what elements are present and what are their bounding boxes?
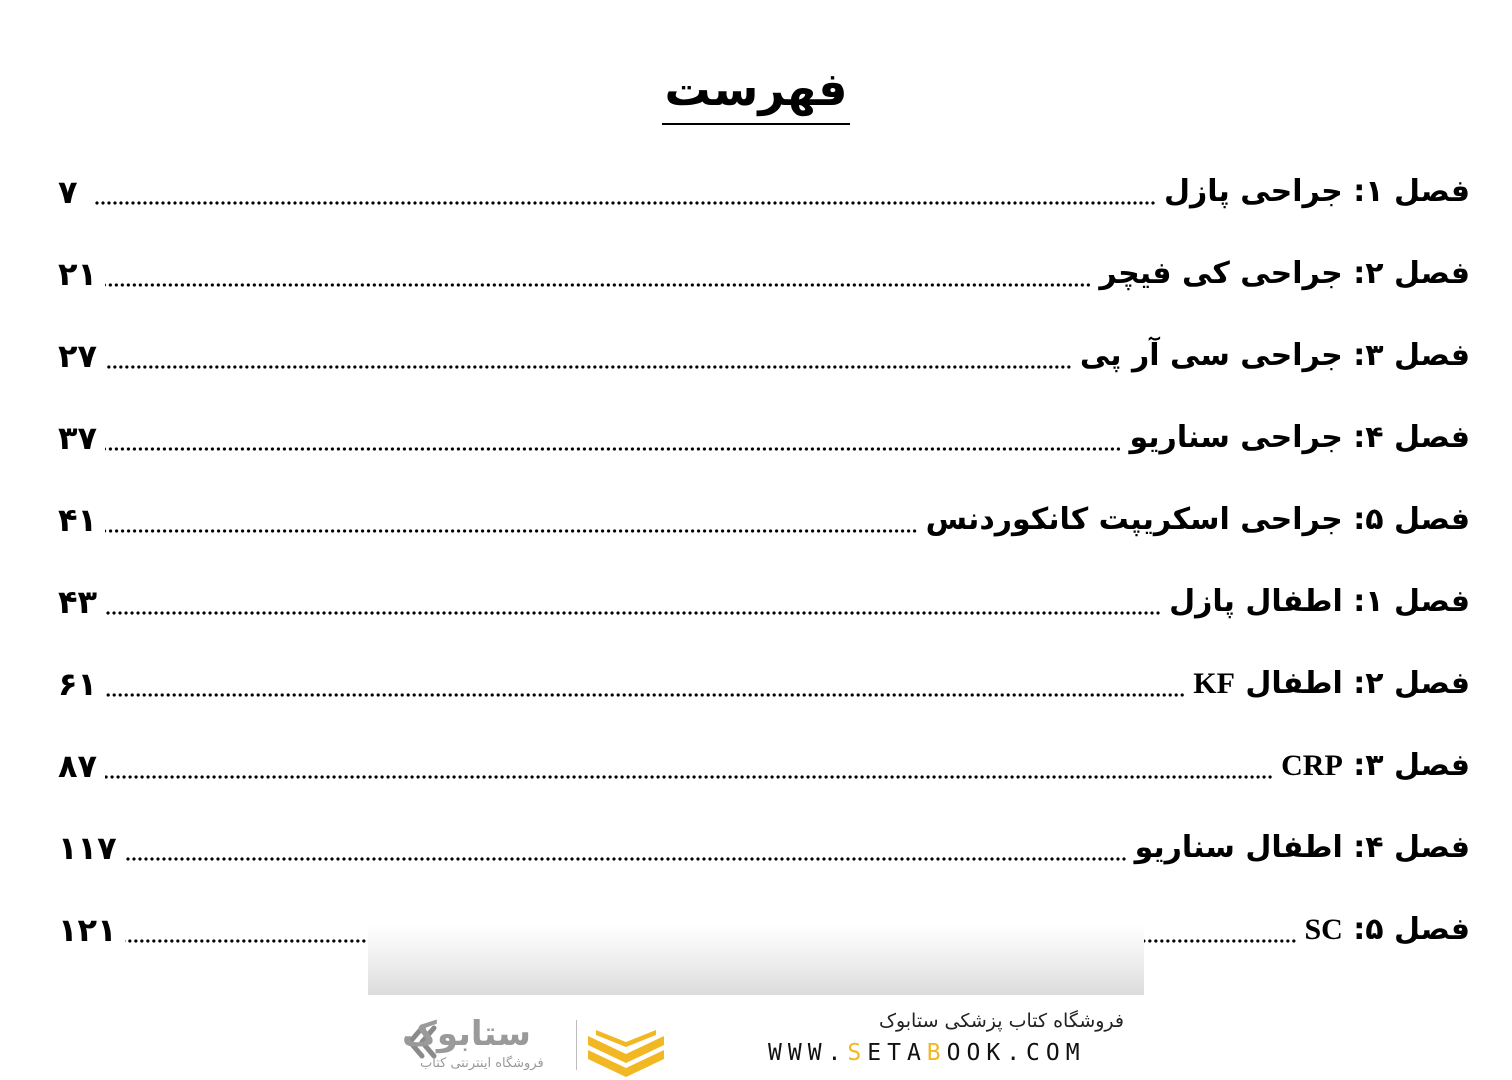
- toc-dot-leader: [94, 201, 1156, 205]
- footer: [0, 1000, 1512, 1080]
- toc-entry: [58, 642, 1470, 724]
- toc-chapter-prefix: فصل ۳:: [1342, 748, 1470, 783]
- toc-page-number: ۱۱۷: [58, 829, 117, 867]
- toc-chapter-title: [1281, 746, 1470, 786]
- toc-dot-leader: [105, 693, 1185, 697]
- url-accent: B: [926, 1040, 947, 1066]
- toc-chapter-title: [1193, 664, 1470, 704]
- toc-entry: [58, 314, 1470, 396]
- toc-chapter-title: فصل ۱: اطفال پازل: [1169, 584, 1470, 619]
- toc-chapter-title: فصل ۲: جراحی کی فیچر: [1099, 256, 1470, 291]
- page-bottom-shadow: [368, 925, 1144, 995]
- toc-chapter-latin: KF: [1193, 667, 1235, 700]
- toc-page-number: ۶۱: [58, 665, 98, 703]
- toc-dot-leader: [125, 857, 1127, 861]
- yellow-chevron-stack: [588, 1030, 664, 1077]
- url-part: WWW.: [768, 1040, 848, 1066]
- toc-entry: [58, 150, 1470, 232]
- toc-chapter-prefix: فصل ۲: اطفال: [1234, 666, 1470, 701]
- toc-page-number: ۲۷: [58, 337, 98, 375]
- toc-page-number: ۲۱: [58, 255, 98, 293]
- brand-divider: [576, 1020, 577, 1070]
- toc-chapter-latin: SC: [1304, 913, 1343, 946]
- table-of-contents: [58, 150, 1470, 970]
- page-title: فهرست: [662, 59, 849, 125]
- toc-entry: [58, 806, 1470, 888]
- toc-dot-leader: [105, 447, 1121, 451]
- toc-page-number: ۸۷: [58, 747, 98, 785]
- toc-chapter-prefix: فصل ۵:: [1342, 912, 1470, 947]
- toc-page-number: ۱۲۱: [58, 911, 117, 949]
- store-url: [768, 1040, 1086, 1066]
- toc-entry: [58, 396, 1470, 478]
- toc-page-number: ۳۷: [58, 419, 98, 457]
- toc-chapter-title: [1304, 910, 1470, 950]
- toc-dot-leader: [105, 775, 1273, 779]
- toc-chapter-latin: CRP: [1281, 749, 1343, 782]
- toc-entry: [58, 560, 1470, 642]
- toc-entry: [58, 232, 1470, 314]
- brand-wordmark: ستابوک: [402, 1014, 531, 1054]
- toc-chapter-title: فصل ۴: اطفال سناریو: [1134, 830, 1470, 865]
- toc-dot-leader: [105, 283, 1091, 287]
- toc-chapter-title: فصل ۴: جراحی سناریو: [1129, 420, 1470, 455]
- url-part: OOK.COM: [946, 1040, 1086, 1066]
- toc-dot-leader: [105, 611, 1161, 615]
- toc-page-number: ۷: [58, 173, 78, 211]
- toc-entry: [58, 724, 1470, 806]
- toc-chapter-title: فصل ۵: جراحی اسکریپت کانکوردنس: [925, 502, 1470, 537]
- store-name: فروشگاه کتاب پزشکی ستابوک: [878, 1010, 1124, 1032]
- toc-dot-leader: [105, 529, 918, 533]
- toc-page-number: ۴۱: [58, 501, 98, 539]
- toc-chapter-title: فصل ۱: جراحی پازل: [1163, 174, 1470, 209]
- url-part: ETA: [867, 1040, 927, 1066]
- toc-dot-leader: [105, 365, 1072, 369]
- toc-chapter-title: فصل ۳: جراحی سی آر پی: [1079, 338, 1470, 373]
- brand-tagline: فروشگاه اینترنتی کتاب: [420, 1056, 544, 1071]
- title-wrap: [0, 28, 1512, 156]
- toc-page-number: ۴۳: [58, 583, 98, 621]
- toc-entry: [58, 478, 1470, 560]
- url-accent: S: [847, 1040, 868, 1066]
